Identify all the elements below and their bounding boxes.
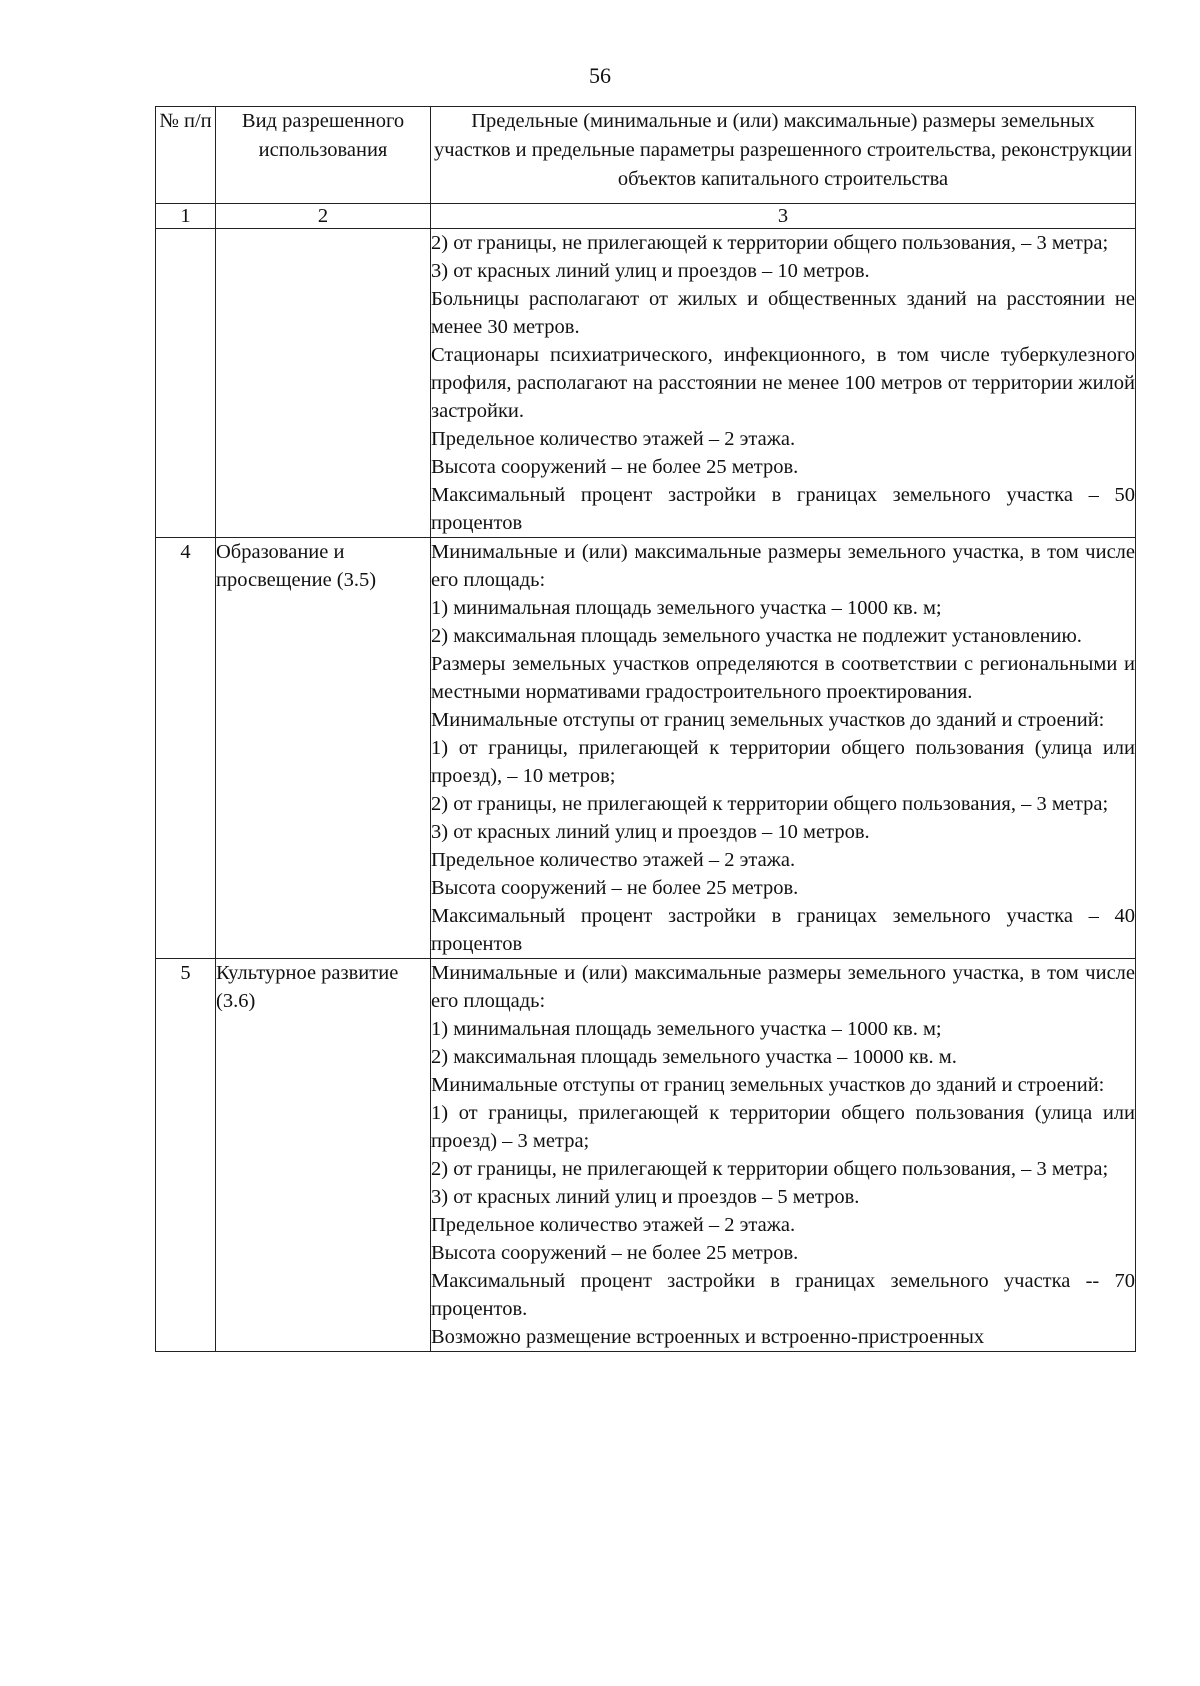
parameters-cell — [431, 229, 1136, 538]
header-parameters: Предельные (минимальные и (или) максимальные) размеры земельных участков и предельные параметры разрешенного строительства, реконструкции объектов капитального строительства — [431, 107, 1136, 204]
row-number — [156, 229, 216, 538]
usage-type: Образование и просвещение (3.5) — [216, 538, 431, 959]
parameter-paragraph: Высота сооружений – не более 25 метров. — [431, 1242, 799, 1264]
parameter-paragraph: Стационары психиатрического, инфекционного, в том числе туберкулезного профиля, располагают на расстоянии не менее 100 метров от территории жилой застройки. — [431, 344, 1135, 422]
parameter-paragraph: Минимальные и (или) максимальные размеры земельного участка, в том числе его площадь: — [431, 962, 1135, 1012]
parameter-paragraph: 1) от границы, прилегающей к территории общего пользования (улица или проезд), – 10 метров; — [431, 737, 1135, 787]
column-number-row — [156, 204, 1136, 229]
column-number: 3 — [431, 204, 1136, 229]
table-header-row — [156, 107, 1136, 204]
parameter-paragraph: Максимальный процент застройки в границах земельного участка -- 70 процентов. — [431, 1270, 1135, 1320]
parameter-paragraph: 3) от красных линий улиц и проездов – 10 метров. — [431, 260, 870, 282]
parameters-cell — [431, 538, 1136, 959]
parameter-paragraph: Максимальный процент застройки в границах земельного участка – 50 процентов — [431, 484, 1135, 534]
parameter-paragraph: Высота сооружений – не более 25 метров. — [431, 456, 799, 478]
parameter-paragraph: Минимальные и (или) максимальные размеры земельного участка, в том числе его площадь: — [431, 541, 1135, 591]
row-number: 5 — [156, 959, 216, 1352]
parameter-paragraph: Больницы располагают от жилых и общественных зданий на расстоянии не менее 30 метров. — [431, 288, 1135, 338]
parameter-paragraph: 1) минимальная площадь земельного участка – 1000 кв. м; — [431, 1018, 942, 1040]
parameter-paragraph: Предельное количество этажей – 2 этажа. — [431, 849, 796, 871]
table-row — [156, 229, 1136, 538]
parameter-paragraph: Высота сооружений – не более 25 метров. — [431, 877, 799, 899]
table-row — [156, 538, 1136, 959]
parameter-paragraph: 2) максимальная площадь земельного участка – 10000 кв. м. — [431, 1046, 957, 1068]
parameter-paragraph: Предельное количество этажей – 2 этажа. — [431, 428, 796, 450]
page-number: 56 — [589, 63, 611, 88]
usage-type: Культурное развитие (3.6) — [216, 959, 431, 1352]
parameter-paragraph: 3) от красных линий улиц и проездов – 10 метров. — [431, 821, 870, 843]
table-row — [156, 959, 1136, 1352]
header-usage-type: Вид разрешенного использования — [216, 107, 431, 204]
parameters-cell — [431, 959, 1136, 1352]
usage-type — [216, 229, 431, 538]
column-number: 2 — [216, 204, 431, 229]
row-number: 4 — [156, 538, 216, 959]
parameter-paragraph: 2) от границы, не прилегающей к территории общего пользования, – 3 метра; — [431, 793, 1109, 815]
parameter-paragraph: Предельное количество этажей – 2 этажа. — [431, 1214, 796, 1236]
parameter-paragraph: Максимальный процент застройки в границах земельного участка – 40 процентов — [431, 905, 1135, 955]
parameter-paragraph: Минимальные отступы от границ земельных участков до зданий и строений: — [431, 1074, 1105, 1096]
column-number: 1 — [156, 204, 216, 229]
parameter-paragraph: 2) от границы, не прилегающей к территории общего пользования, – 3 метра; — [431, 1158, 1109, 1180]
parameter-paragraph: Минимальные отступы от границ земельных участков до зданий и строений: — [431, 709, 1105, 731]
parameter-paragraph: 3) от красных линий улиц и проездов – 5 метров. — [431, 1186, 860, 1208]
parameter-paragraph: 1) минимальная площадь земельного участка – 1000 кв. м; — [431, 597, 942, 619]
regulations-table — [155, 106, 1136, 1352]
parameter-paragraph: 2) максимальная площадь земельного участка не подлежит установлению. — [431, 625, 1082, 647]
parameter-paragraph: 2) от границы, не прилегающей к территории общего пользования, – 3 метра; — [431, 232, 1109, 254]
parameter-paragraph: 1) от границы, прилегающей к территории общего пользования (улица или проезд) – 3 метра; — [431, 1102, 1135, 1152]
parameter-paragraph: Размеры земельных участков определяются в соответствии с региональными и местными нормативами градостроительного проектирования. — [431, 653, 1135, 703]
parameter-paragraph: Возможно размещение встроенных и встроенно-пристроенных — [431, 1326, 985, 1348]
header-number: № п/п — [156, 107, 216, 204]
